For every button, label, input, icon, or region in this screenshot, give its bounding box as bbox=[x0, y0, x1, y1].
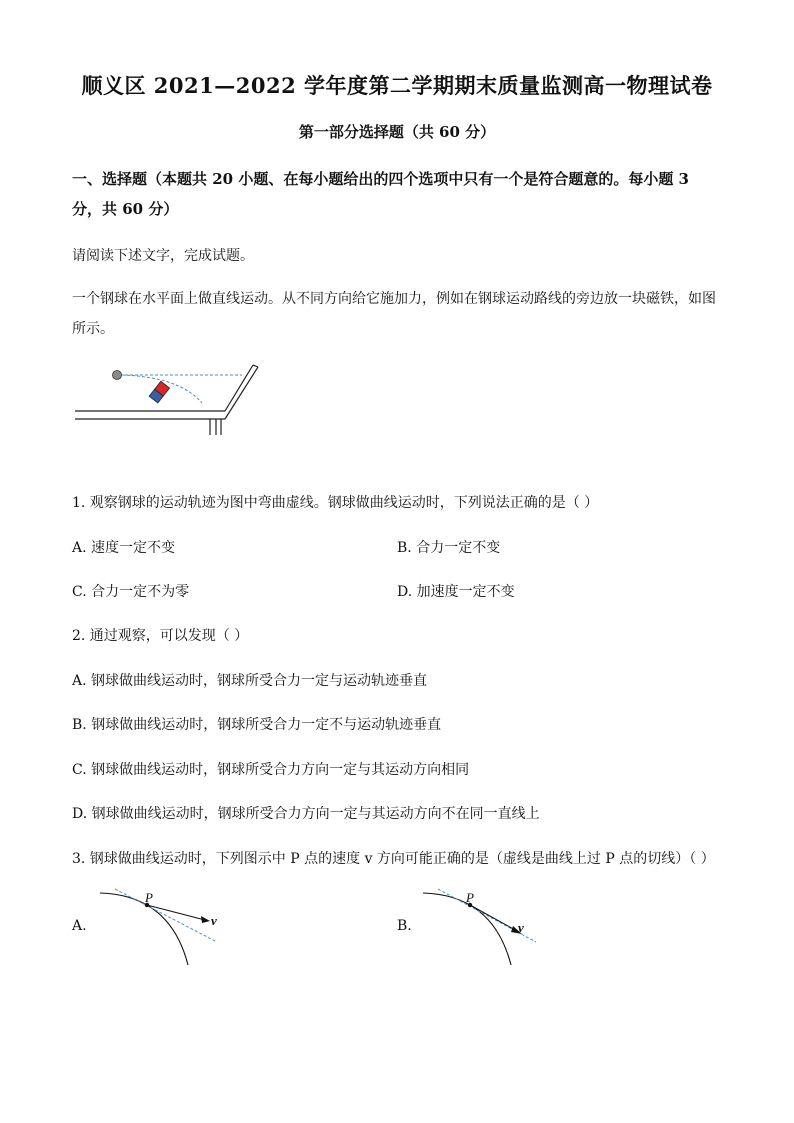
option-b-curve-figure[interactable] bbox=[418, 885, 558, 970]
question-2-option-b[interactable]: B. 钢球做曲线运动时，钢球所受合力一定不与运动轨迹垂直 bbox=[72, 717, 442, 733]
question-2-option-a[interactable]: A. 钢球做曲线运动时，钢球所受合力一定与运动轨迹垂直 bbox=[72, 673, 428, 689]
instruction-text: 请阅读下述文字，完成试题。 bbox=[72, 248, 254, 264]
option-b-velocity-label: v bbox=[518, 920, 524, 935]
question-1-stem: 1. 观察钢球的运动轨迹为图中弯曲虚线。钢球做曲线运动时，下列说法正确的是（ ） bbox=[72, 495, 599, 511]
question-3-option-b[interactable]: B. bbox=[397, 918, 412, 934]
table-magnet-figure bbox=[70, 355, 270, 440]
question-3-stem: 3. 钢球做曲线运动时，下列图示中 P 点的速度 v 方向可能正确的是（虚线是曲线上过 P 点的切线）（ ） bbox=[72, 851, 715, 867]
question-2-stem: 2. 通过观察，可以发现（ ） bbox=[72, 628, 249, 644]
question-2-option-c[interactable]: C. 钢球做曲线运动时，钢球所受合力方向一定与其运动方向相同 bbox=[72, 762, 470, 778]
part-heading: 第一部分选择题（共 60 分） bbox=[298, 123, 496, 141]
option-b-point-label: P bbox=[466, 890, 474, 905]
question-1-option-c[interactable]: C. 合力一定不为零 bbox=[72, 584, 190, 600]
question-1-option-a[interactable]: A. 速度一定不变 bbox=[72, 540, 176, 556]
section-heading-line1: 一、选择题（本题共 20 小题、在每小题给出的四个选项中只有一个是符合题意的。每小题 3 bbox=[72, 170, 689, 188]
option-a-point-label: P bbox=[145, 890, 153, 905]
question-1-option-b[interactable]: B. 合力一定不变 bbox=[397, 540, 501, 556]
question-3-option-a[interactable]: A. bbox=[72, 918, 87, 934]
section-heading-line2: 分，共 60 分） bbox=[72, 200, 179, 218]
exam-title: 顺义区 2021—2022 学年度第二学期期末质量监测高一物理试卷 bbox=[81, 73, 713, 98]
intro-text-line1: 一个钢球在水平面上做直线运动。从不同方向给它施加力，例如在钢球运动路线的旁边放一块磁铁，如图 bbox=[72, 291, 716, 307]
option-a-velocity-label: v bbox=[211, 913, 217, 928]
question-2-option-d[interactable]: D. 钢球做曲线运动时，钢球所受合力方向一定与其运动方向不在同一直线上 bbox=[72, 806, 540, 822]
question-1-option-d[interactable]: D. 加速度一定不变 bbox=[397, 584, 515, 600]
intro-text-line2: 所示。 bbox=[72, 321, 114, 337]
